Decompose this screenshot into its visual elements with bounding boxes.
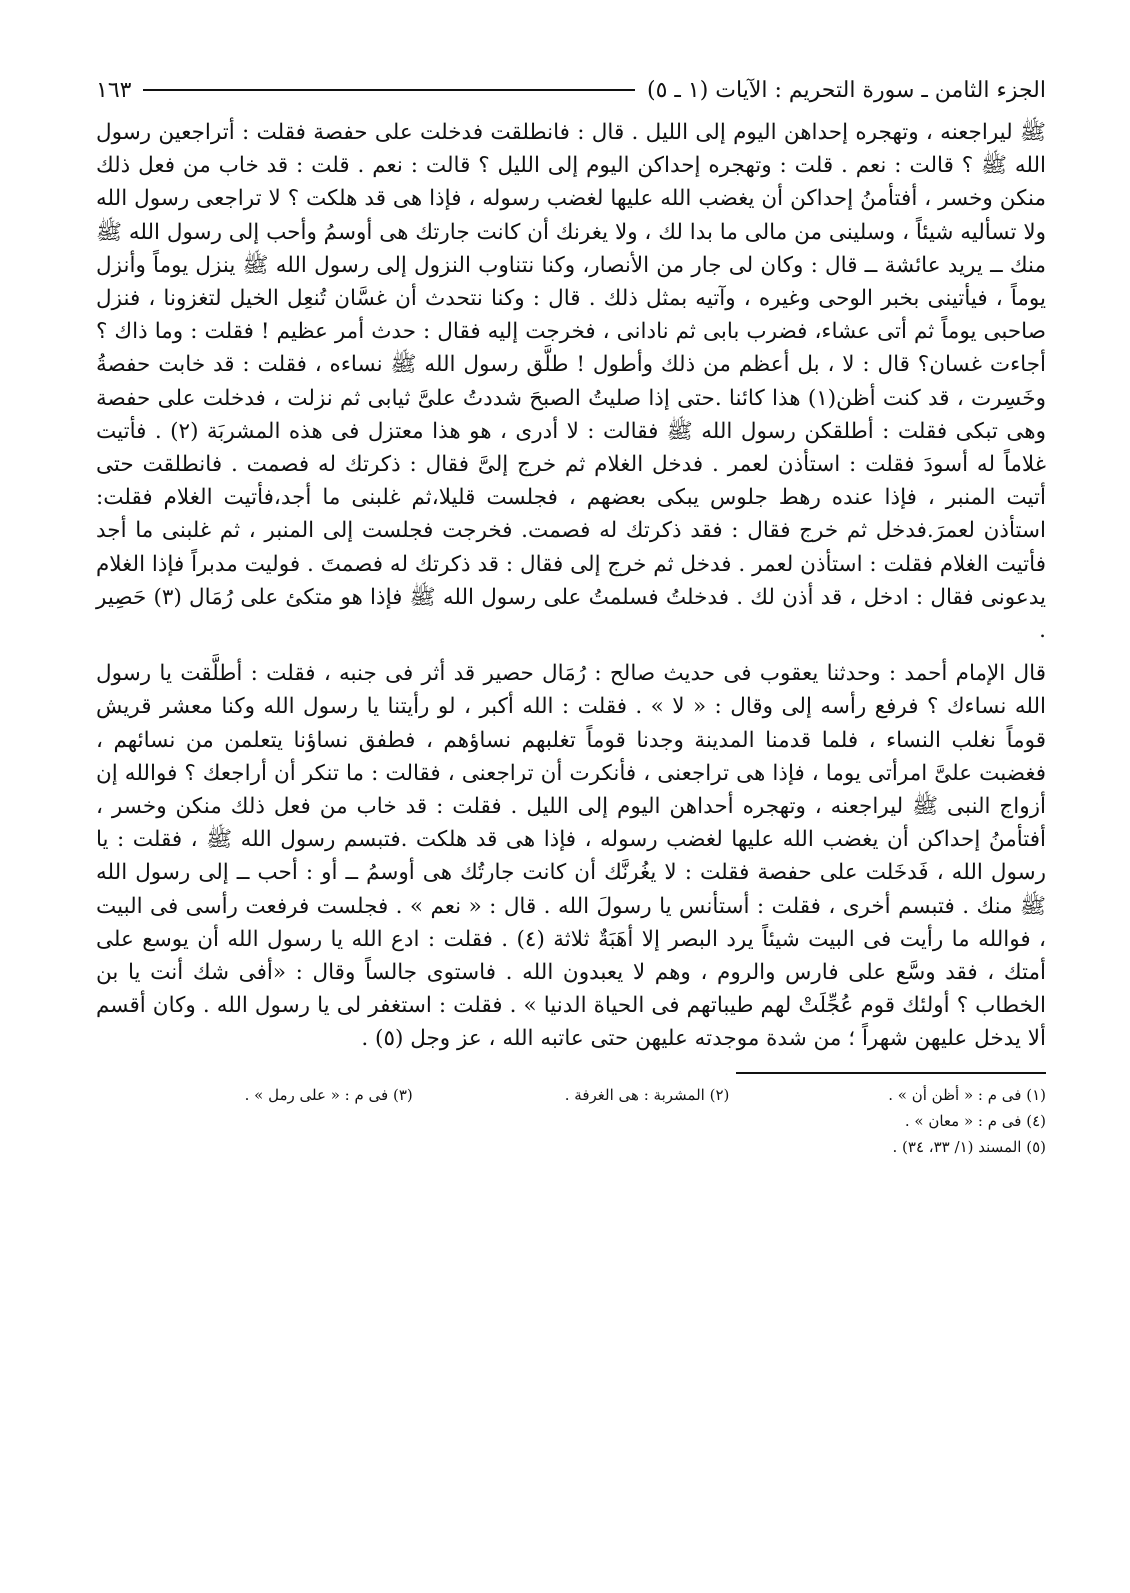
header-rule bbox=[143, 89, 635, 91]
body-text bbox=[96, 116, 1046, 1056]
paragraph-2: قال الإمام أحمد : وحدثنا يعقوب فى حديث صالح : رُمَال حصير قد أثر فى جنبه ، فقلت : أطلَّقت يا رسول الله نساءك ؟ فرفع رأسه إلى وقال : « لا » . فقلت : الله أكبر ، لو رأيتنا يا رسول الله وكنا معشر قريش قوماً نغلب النساء ، فلما قدمنا المدينة وجدنا قوماً تغلبهم نساؤهم ، فطفق نساؤنا يتعلمن من نسائهم ، فغضبت علىَّ امرأتى يوما ، فإذا هى تراجعنى ، فأنكرت أن تراجعنى ، فقالت : ما تنكر أن أراجعك ؟ فوالله إن أزواج النبى ﷺ ليراجعنه ، وتهجره أحداهن اليوم إلى الليل . فقلت : قد خاب من فعل ذلك منكن وخسر ، أفتأمنُ إحداكن أن يغضب الله عليها لغضب رسوله ، فإذا هى قد هلكت .فتبسم رسول الله ﷺ ، فقلت : يا رسول الله ، فَدخَلت على حفصة فقلت : لا يغُرنَّك أن كانت جارتُك هى أوسمُ ــ أو : أحب ــ إلى رسول الله ﷺ منك . فتبسم أخرى ، فقلت : أستأنس يا رسولَ الله . قال : « نعم » . فجلست فرفعت رأسى فى البيت ، فوالله ما رأيت فى البيت شيئاً يرد البصر إلا أهَبَةٌ ثلاثة (٤) . فقلت : ادع الله يا رسول الله أن يوسع على أمتك ، فقد وسَّع على فارس والروم ، وهم لا يعبدون الله . فاستوى جالساً وقال : «أفى شك أنت يا بن الخطاب ؟ أولئك قوم عُجِّلَتْ لهم طيباتهم فى الحياة الدنيا » . فقلت : استغفر لى يا رسول الله . وكان أقسم ألا يدخل عليهن شهراً ؛ من شدة موجدته عليهن حتى عاتبه الله ، عز وجل (٥) . bbox=[96, 661, 1046, 1052]
footnote-5: (٥) المسند (١/ ٣٣، ٣٤) . bbox=[892, 1137, 1046, 1156]
footnote-2: (٢) المشربة : هى الغرفة . bbox=[564, 1085, 730, 1104]
paragraph-1: ﷺ ليراجعنه ، وتهجره إحداهن اليوم إلى الليل . قال : فانطلقت فدخلت على حفصة فقلت : أتراجعين رسول الله ﷺ ؟ قالت : نعم . قلت : وتهجره إحداكن اليوم إلى الليل ؟ قالت : نعم . قلت : قد خاب من فعل ذلك منكن وخسر ، أفتأمنُ إحداكن أن يغضب الله عليها لغضب رسوله ، فإذا هى قد هلكت ؟ لا تراجعى رسول الله ولا تسأليه شيئاً ، وسلينى من مالى ما بدا لك ، ولا يغرنك أن كانت جارتك هى أوسمُ وأحب إلى رسول الله ﷺ منك ــ يريد عائشة ــ قال : وكان لى جار من الأنصار، وكنا نتناوب النزول إلى رسول الله ﷺ ينزل يوماً وأنزل يوماً ، فيأتينى بخبر الوحى وغيره ، وآتيه بمثل ذلك . قال : وكنا نتحدث أن غسَّان تُنعِل الخيل لتغزونا ، فنزل صاحبى يوماً ثم أتى عشاء، فضرب بابى ثم نادانى ، فخرجت إليه فقال : حدث أمر عظيم ! فقلت : وما ذاك ؟ أجاءت غسان؟ قال : لا ، بل أعظم من ذلك وأطول ! طلَّق رسول الله ﷺ نساءه ، فقلت : قد خابت حفصةُ وخَسِرت ، قد كنت أظن(١) هذا كائنا .حتى إذا صليتُ الصبحَ شددتُ علىَّ ثيابى ثم نزلت ، فدخلت على حفصة وهى تبكى فقلت : أطلقكن رسول الله ﷺ فقالت : لا أدرى ، هو هذا معتزل فى هذه المشربَة (٢) . فأتيت غلاماً له أسودَ فقلت : استأذن لعمر . فدخل الغلام ثم خرج إلىَّ فقال : ذكرتك له فصمت . فانطلقت حتى أتيت المنبر ، فإذا عنده رهط جلوس يبكى بعضهم ، فجلست قليلا،ثم غلبنى ما أجد،فأتيت الغلام فقلت: استأذن لعمرَ.فدخل ثم خرج فقال : فقد ذكرتك له فصمت. فخرجت فجلست إلى المنبر ، ثم غلبنى ما أجد فأتيت الغلام فقلت : استأذن لعمر . فدخل ثم خرج إلى فقال : قد ذكرتك له فصمتَ . فوليت مدبراً فإذا الغلام يدعونى فقال : ادخل ، قد أذن لك . فدخلتُ فسلمتُ على رسول الله ﷺ فإذا هو متكئ على رُمَال (٣) حَصِير . bbox=[96, 120, 1046, 644]
footnotes bbox=[96, 1082, 1046, 1160]
footnote-row bbox=[96, 1108, 1046, 1134]
book-page bbox=[96, 70, 1046, 1563]
footnote-3: (٣) فى م : « على رمل » . bbox=[244, 1085, 413, 1104]
footnote-row bbox=[96, 1134, 1046, 1160]
footnote-separator bbox=[736, 1072, 1046, 1074]
header-title: الجزء الثامن ـ سورة التحريم : الآيات (١ ـ ٥) bbox=[647, 77, 1046, 103]
footnote-1: (١) فى م : « أظن أن » . bbox=[888, 1085, 1046, 1104]
footnote-row bbox=[96, 1082, 1046, 1108]
page-number: ١٦٣ bbox=[96, 77, 132, 103]
footnote-4: (٤) فى م : « معان » . bbox=[904, 1111, 1046, 1130]
running-header bbox=[96, 70, 1046, 110]
